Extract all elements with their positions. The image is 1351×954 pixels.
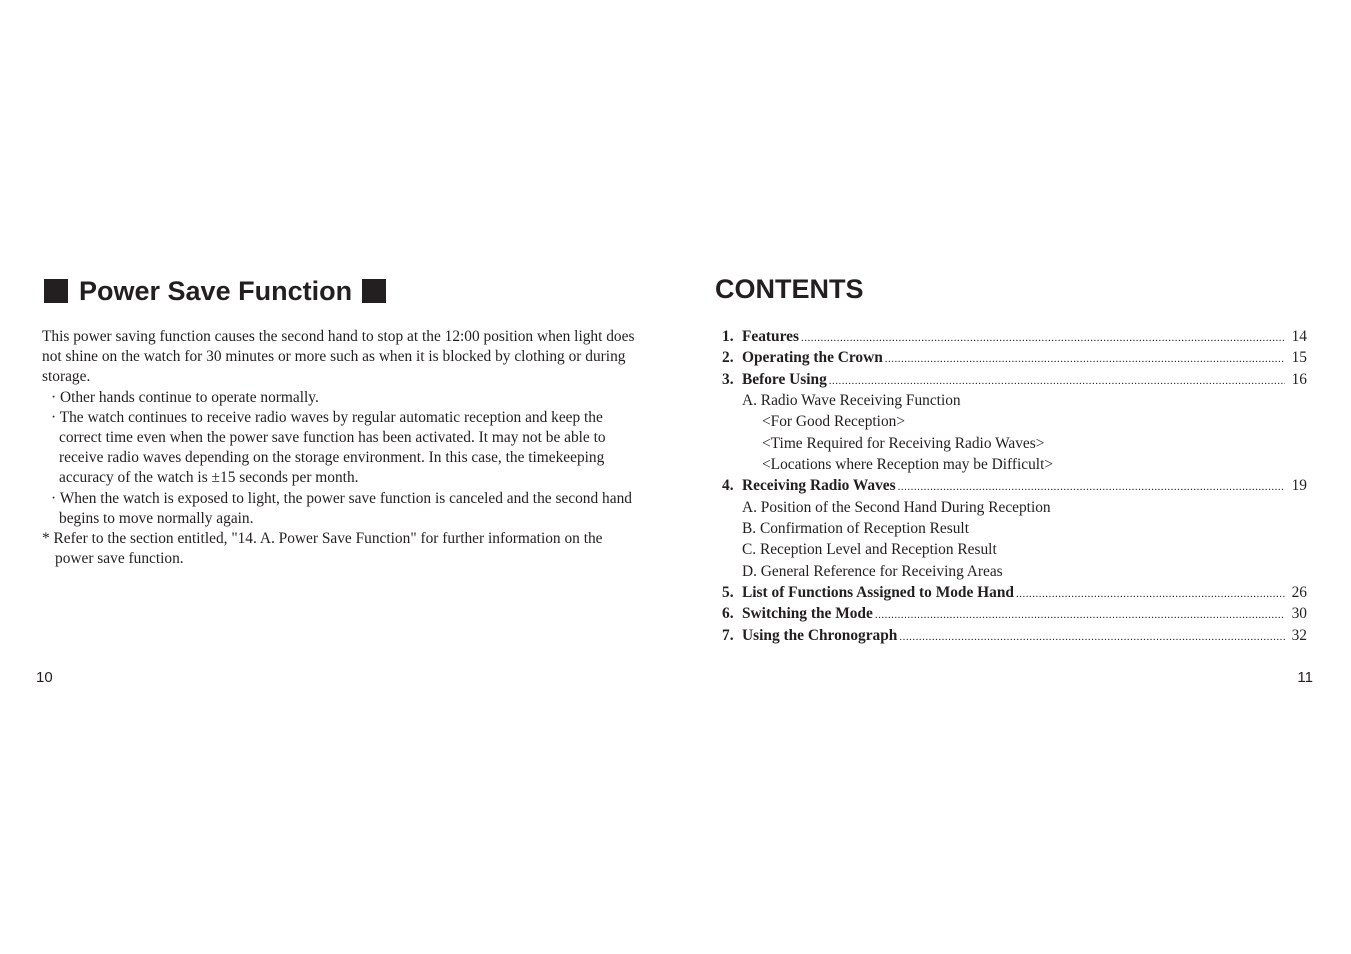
toc-entry-page: 16 [1291,370,1307,388]
toc-subentry[interactable]: A. Position of the Second Hand During Reception [742,498,1051,516]
toc-entry-title: Before Using [742,370,827,388]
table-of-contents [722,326,1307,646]
power-save-body [42,327,642,569]
toc-entry-title: Operating the Crown [742,349,883,367]
bullet-item: · Other hands continue to operate normally. [51,388,319,406]
reference-note: * Refer to the section entitled, "14. A. Power Save Function" for further information on the power save function. [42,530,603,568]
toc-leader-dots [1016,584,1285,605]
toc-entry-number: 7. [722,626,734,644]
contents-heading: CONTENTS [715,274,864,304]
right-page [675,0,1351,954]
toc-entry[interactable] [722,603,1307,624]
toc-leader-dots [829,371,1285,392]
toc-leader-dots [875,605,1285,626]
toc-entry[interactable] [722,347,1307,368]
toc-subentry[interactable]: C. Reception Level and Reception Result [742,541,997,559]
toc-entry-number: 2. [722,349,734,367]
toc-subentry[interactable]: D. General Reference for Receiving Areas [742,562,1003,580]
toc-entry[interactable] [722,475,1307,496]
toc-subentry[interactable]: A. Radio Wave Receiving Function [742,392,961,410]
toc-entry-title: List of Functions Assigned to Mode Hand [742,584,1014,602]
toc-subentry[interactable]: B. Confirmation of Reception Result [742,520,969,538]
bullet-item: · The watch continues to receive radio waves by regular automatic reception and keep the correct time even when the power save function has been activated. It may not be able to receive radio waves depending on the storage environment. In this case, the timekeeping accuracy of the watch is ±15 seconds per month. [51,408,606,487]
toc-entry-title: Using the Chronograph [742,626,898,644]
toc-entry-number: 3. [722,370,734,388]
toc-entry-page: 32 [1291,626,1307,644]
toc-entry-number: 1. [722,328,734,345]
toc-entry-page: 14 [1291,328,1307,345]
toc-entry-title: Switching the Mode [742,605,873,623]
toc-entry-number: 6. [722,605,734,623]
toc-subentry[interactable]: <For Good Reception> [762,413,906,431]
toc-subentry[interactable]: <Time Required for Receiving Radio Waves> [762,434,1045,452]
toc-leader-dots [898,477,1285,498]
power-save-title: Power Save Function [79,276,353,306]
black-square-icon [44,279,68,303]
toc-entry[interactable] [722,582,1307,603]
toc-entry[interactable] [722,625,1307,646]
page-number-right: 11 [1297,669,1313,686]
left-page [0,0,675,954]
toc-leader-dots [801,328,1285,349]
toc-entry[interactable] [722,369,1307,390]
black-square-icon [362,279,386,303]
toc-entry-number: 4. [722,477,734,495]
toc-subentry[interactable]: <Locations where Reception may be Difficult> [762,456,1054,474]
toc-entry-page: 30 [1291,605,1307,623]
toc-leader-dots [885,349,1285,370]
toc-entry-title: Receiving Radio Waves [742,477,896,495]
power-save-heading [44,274,386,308]
toc-entry-title: Features [742,328,799,345]
toc-entry-number: 5. [722,584,734,602]
toc-entry-page: 15 [1291,349,1307,367]
toc-entry-page: 19 [1291,477,1307,495]
toc-leader-dots [899,627,1285,648]
toc-entry-page: 26 [1291,584,1307,602]
intro-paragraph: This power saving function causes the second hand to stop at the 12:00 position when light does not shine on the watch for 30 minutes or more such as when it is blocked by clothing or during storage. [42,328,635,386]
page-number-left: 10 [36,669,53,686]
toc-entry[interactable] [722,326,1307,347]
bullet-item: · When the watch is exposed to light, the power save function is canceled and the second hand begins to move normally again. [51,489,632,527]
